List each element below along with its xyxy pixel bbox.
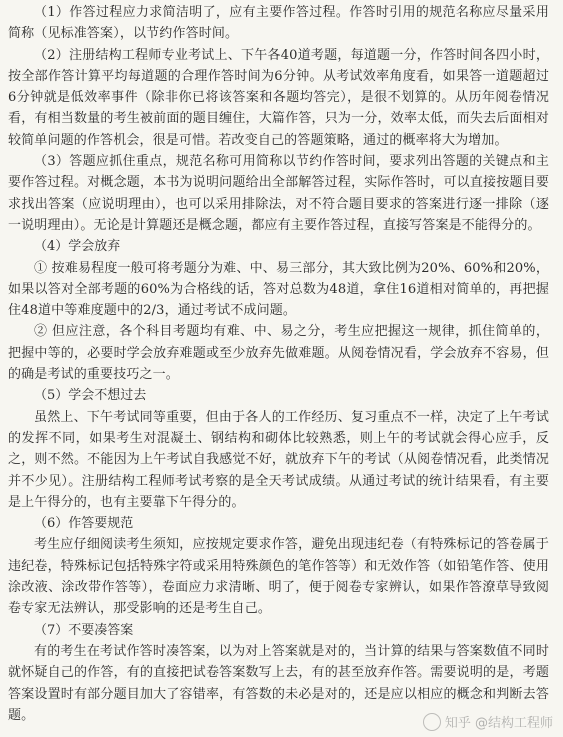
section-heading: （6）作答要规范 bbox=[34, 516, 134, 532]
body-paragraph: ① 按难易程度一般可将考题分为难、中、易三部分，其大致比例为20%、60%和20%，如果以答对全部考题的60%为合格线的话，答对总数为48道，拿住16道相对简单的，再把握住48道中等难度题中的2/3，通过考试不成问题。 bbox=[8, 260, 549, 319]
watermark-text: 知乎 @结构工程师 bbox=[444, 716, 553, 731]
body-paragraph: 考生应仔细阅读考生须知，应按规定要求作答，避免出现违纪卷（有特殊标记的答卷属于违纪卷，特殊标记包括特殊字符或采用特殊颜色的笔作答等）和无效作答（如铅笔作答、使用涂改液、涂改带作答等），卷面应力求清晰、明了，便于阅卷专家辨认，如果作答潦草导致阅卷专家无法辨认，那受影响的还是考生自己。 bbox=[8, 537, 549, 617]
body-paragraph: （1）作答过程应力求简洁明了，应有主要作答过程。作答时引用的规范名称应尽量采用简称（见标准答案），以节约作答时间。 bbox=[8, 5, 549, 42]
section-heading: （4）学会放弃 bbox=[34, 239, 121, 255]
section-heading: （7）不要凑答案 bbox=[34, 622, 134, 638]
zhihu-logo-icon bbox=[423, 713, 441, 731]
body-paragraph: （3）答题应抓住重点，规范名称可用简称以节约作答时间，要求列出答题的关键点和主要作答过程。对概念题，本书为说明问题给出全部解答过程，实际作答时，可以直接按题目要求找出答案（应说明理由），也可以采用排除法，对不符合题目要求的答案进行逐一排除（逐一说明理由）。无论是计算题还是概念题，都应有主要作答过程，直接写答案是不能得分的。 bbox=[8, 154, 549, 233]
body-paragraph: ② 但应注意，各个科目考题均有难、中、易之分，考生应把握这一规律，抓住简单的，把握中等的，必要时学会放弃难题或至少放弃先做难题。从阅卷情况看，学会放弃不容易，但的确是考试的重要技巧之一。 bbox=[8, 324, 549, 383]
watermark bbox=[423, 712, 553, 731]
body-paragraph: （2）注册结构工程师专业考试上、下午各40道考题，每道题一分，作答时间各四小时，按全部作答计算平均每道题的合理作答时间为6分钟。从考试效率角度看，如果答一道题超过6分钟就是低效率事件（除非你已将该答案和各题均答完），是很不划算的。从历年阅卷情况看，有相当数量的考生被前面的题目缠住，大篇作答，只为一分，效率太低，而失去后面相对较简单问题的作答机会，很是可惜。若改变自己的答题策略，通过的概率将大为增加。 bbox=[8, 47, 549, 148]
section-heading: （5）学会不想过去 bbox=[34, 388, 147, 404]
body-paragraph: 有的考生在考试作答时凑答案，以为对上答案就是对的，当计算的结果与答案数值不同时就怀疑自己的作答，有的直接把试卷答案数写上去，有的甚至放弃作答。需要说明的是，考题答案设置时有部分题目加大了容错率，有答数的未必是对的，还是应以相应的概念和判断去答题。 bbox=[8, 643, 549, 723]
body-paragraph: 虽然上、下午考试同等重要，但由于各人的工作经历、复习重点不一样，决定了上午考试的发挥不同，如果考生对混凝土、钢结构和砌体比较熟悉，则上午的考试就会得心应手，反之，则不然。不能因为上午考试自我感觉不好，就放弃下午的考试（从阅卷情况看，此类情况并不少见）。注册结构工程师考试考察的是全天考试成绩。从通过考试的统计结果看，有主要是上午得分的，也有主要靠下午得分的。 bbox=[8, 409, 549, 510]
